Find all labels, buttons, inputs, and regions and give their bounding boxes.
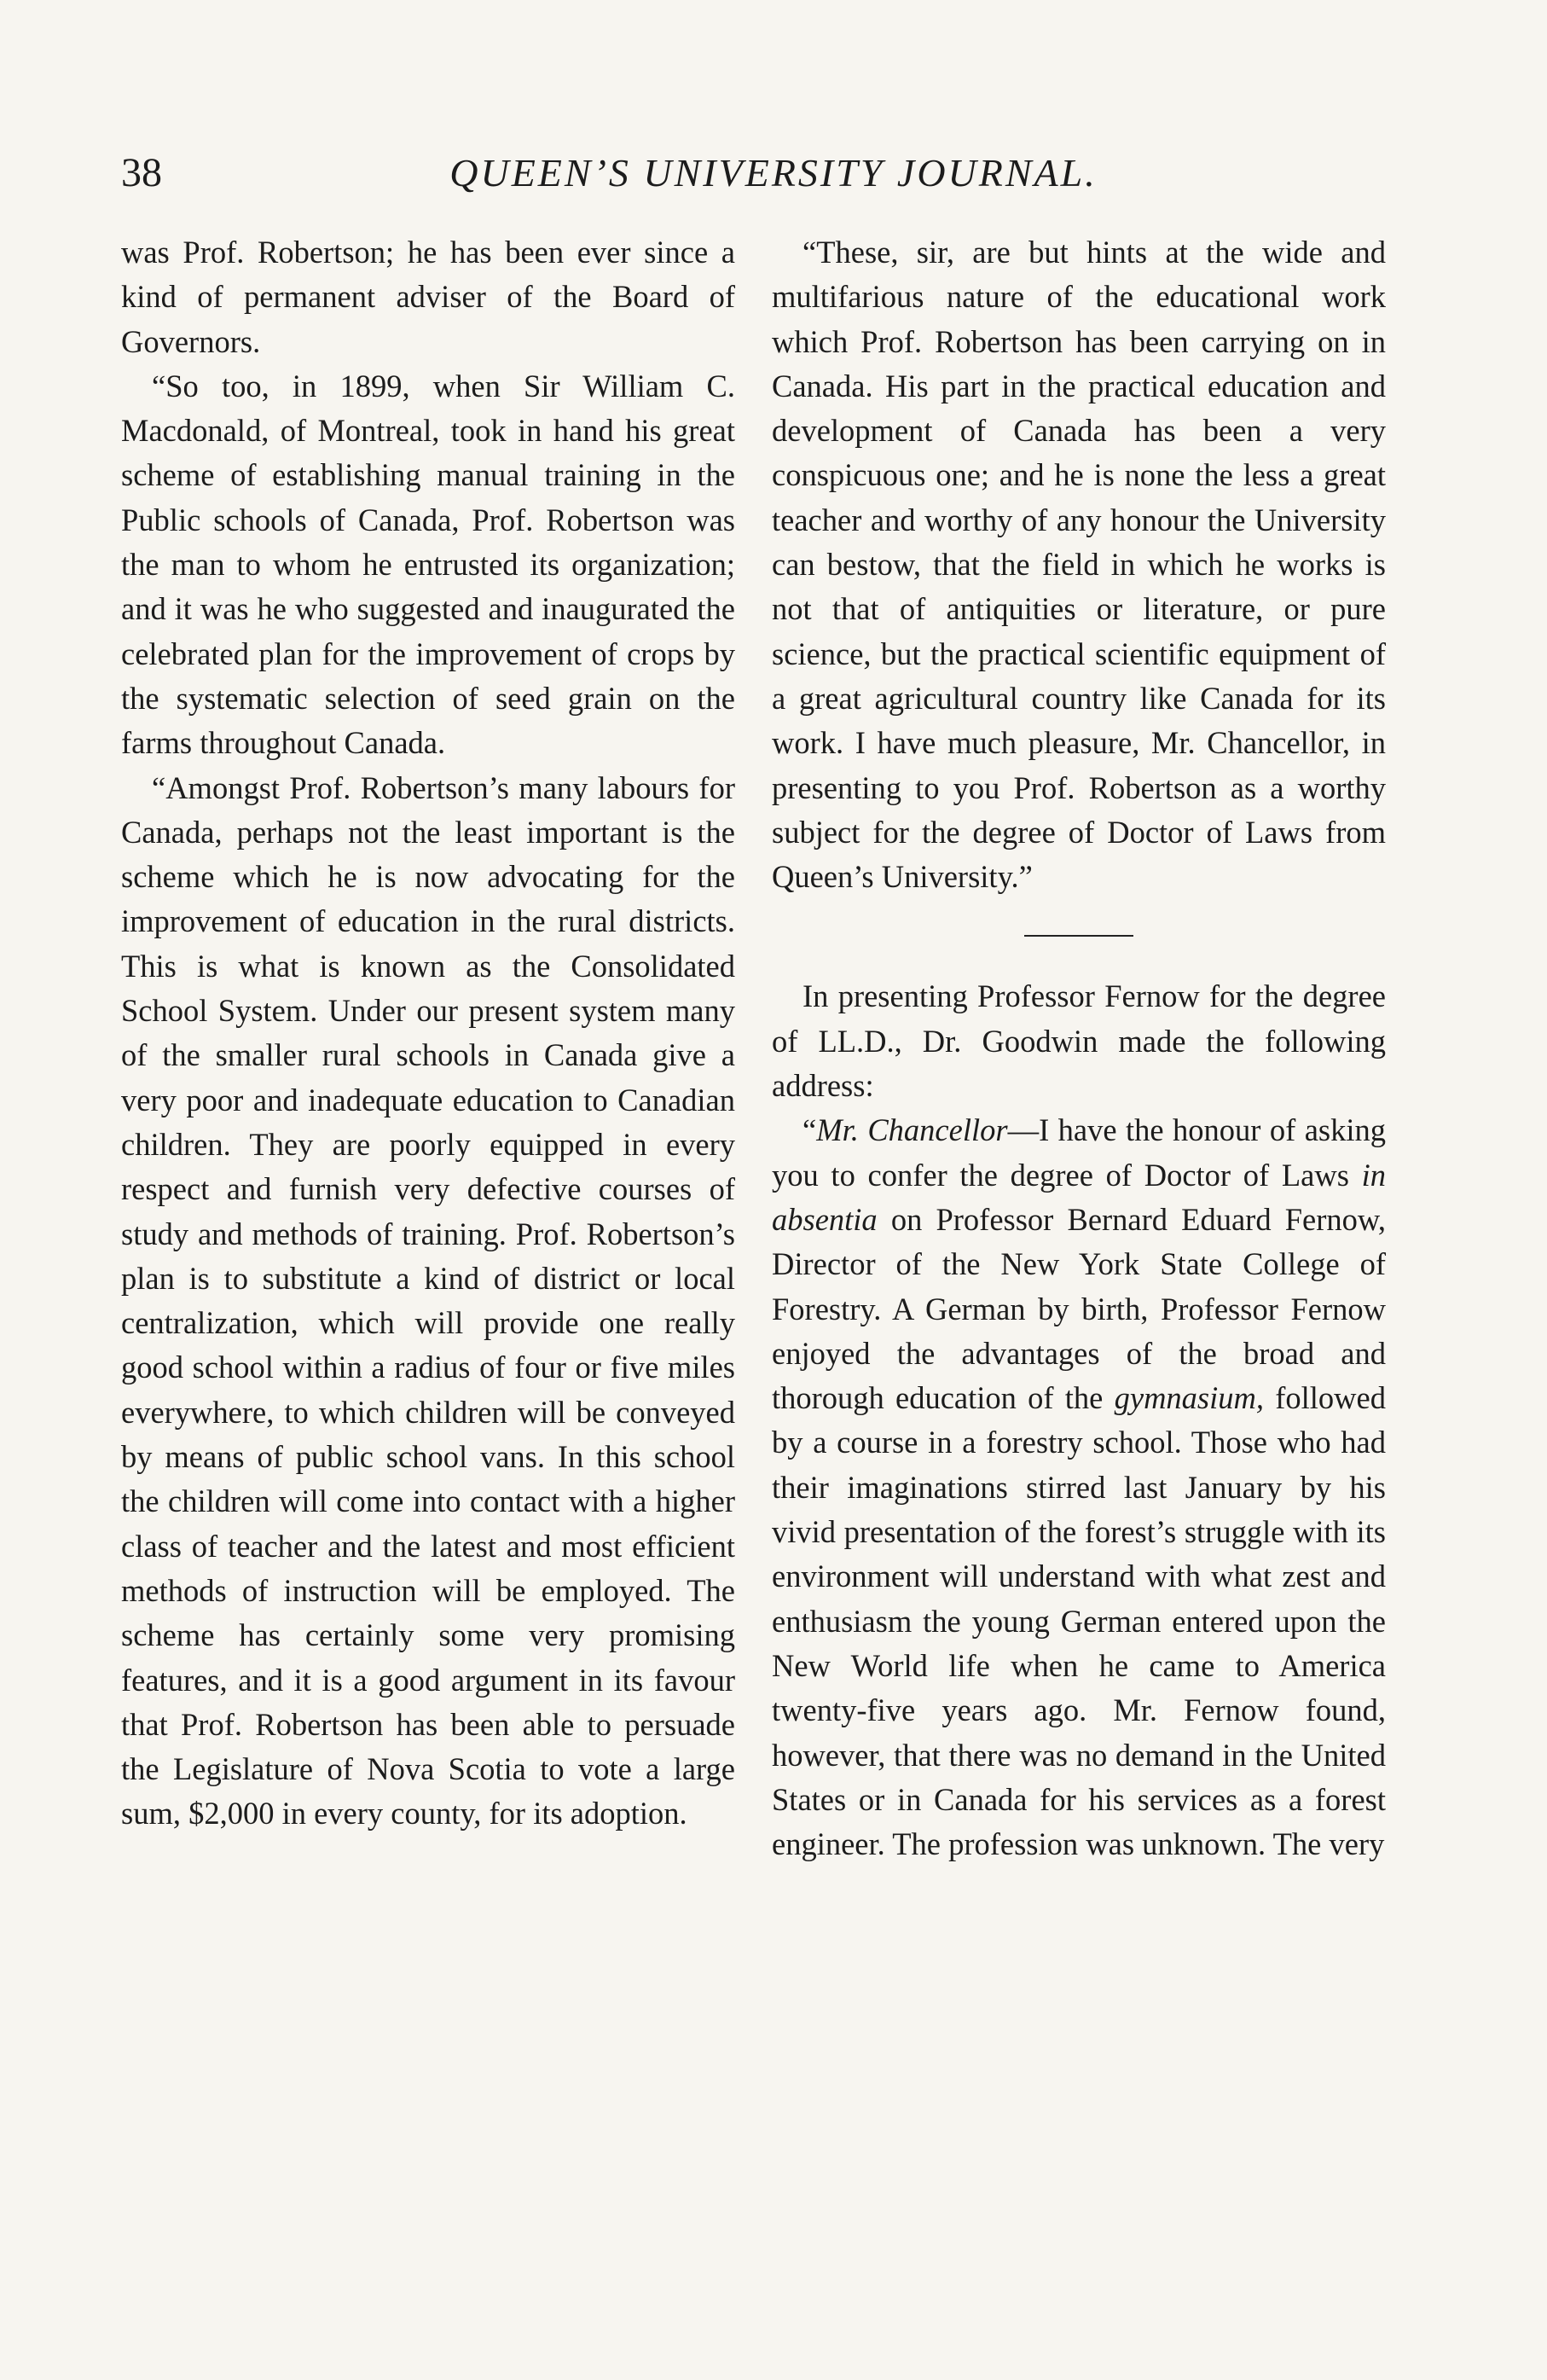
italic-in-absentia: in absentia <box>772 1157 1386 1237</box>
page-number: 38 <box>121 150 162 195</box>
right-paragraph-2: In presenting Professor Fernow for the degree of LL.D., Dr. Goodwin made the following address: <box>772 978 1386 1104</box>
italic-gymnasium: gymnasium, <box>1114 1380 1265 1416</box>
address-text-a: —I have the honour of asking you to confer the degree of Doctor of Laws <box>772 1112 1386 1193</box>
open-quote: “ <box>802 1112 817 1148</box>
running-title: QUEEN’S UNIVERSITY JOURNAL. <box>449 151 1098 194</box>
left-paragraph-3: “Amongst Prof. Robertson’s many labours for Canada, perhaps not the least important is the scheme which he is now advocating for the improvement of education in the rural districts. This is what is known as the Consolidated School System. Under our present system many of the smaller rural schools in Canada give a very poor and inadequate education to Canadian children. They are poorly equipped in every respect and furnish very defective courses of study and methods of training. Prof. Robertson’s plan is to substitute a kind of district or local centralization, which will provide one really good school within a radius of four or five miles everywhere, to which children will be conveyed by means of public school vans. In this school the children will come into contact with a higher class of teacher and the latest and most efficient methods of instruction will be employed. The scheme has certainly some very promising features, and it is a good argument in its favour that Prof. Robertson has been able to persuade the Legislature of Nova Scotia to vote a large sum, $2,000 in every county, for its adoption. <box>121 769 735 1831</box>
right-paragraph-1: “These, sir, are but hints at the wide and multifarious nature of the educational work which Prof. Robertson has been carrying on in Canada. His part in the practical education and development of Canada has been a very conspicuous one; and he is none the less a great teacher and worthy of any honour the University can bestow, that the field in which he works is not that of antiquities or literature, or pure science, but the practical scientific equipment of a great agricultural country like Canada for its work. I have much pleasure, Mr. Chancellor, in presenting to you Prof. Robertson as a worthy subject for the degree of Doctor of Laws from Queen’s University.” <box>772 235 1386 895</box>
left-column <box>121 230 735 1837</box>
address-text-b: on Professor Bernard Eduard Fernow, Director of the New York State College of Forestry. A German by birth, Professor Fernow enjoyed the advantages of the broad and thorough education of the <box>772 1201 1386 1416</box>
page-header <box>0 135 1547 212</box>
right-paragraph-3 <box>772 1108 1386 1866</box>
left-paragraph-2: “So too, in 1899, when Sir William C. Macdonald, of Montreal, took in hand his great scheme of establishing manual training in the Public schools of Canada, Prof. Robertson was the man to whom he entrusted its organization; and it was he who suggested and inaugurated the celebrated plan for the improvement of crops by the systematic selection of seed grain on the farms throughout Canada. <box>121 368 735 761</box>
left-paragraph-1: was Prof. Robertson; he has been ever since a kind of permanent adviser of the Board of Governors. <box>121 235 735 359</box>
address-text-c: followed by a course in a forestry school. Those who had their imaginations stirred last January by his vivid presentation of the forest’s struggle with its environment will understand with what zest and enthusiasm the young German entered upon the New World life when he came to America twenty-five years ago. Mr. Fernow found, however, that there was no demand in the United States or in Canada for his services as a forest engineer. The profession was unknown. The very <box>772 1380 1386 1862</box>
right-column <box>772 230 1386 1866</box>
salutation: Mr. Chancellor <box>816 1112 1008 1148</box>
section-divider <box>1024 935 1133 937</box>
